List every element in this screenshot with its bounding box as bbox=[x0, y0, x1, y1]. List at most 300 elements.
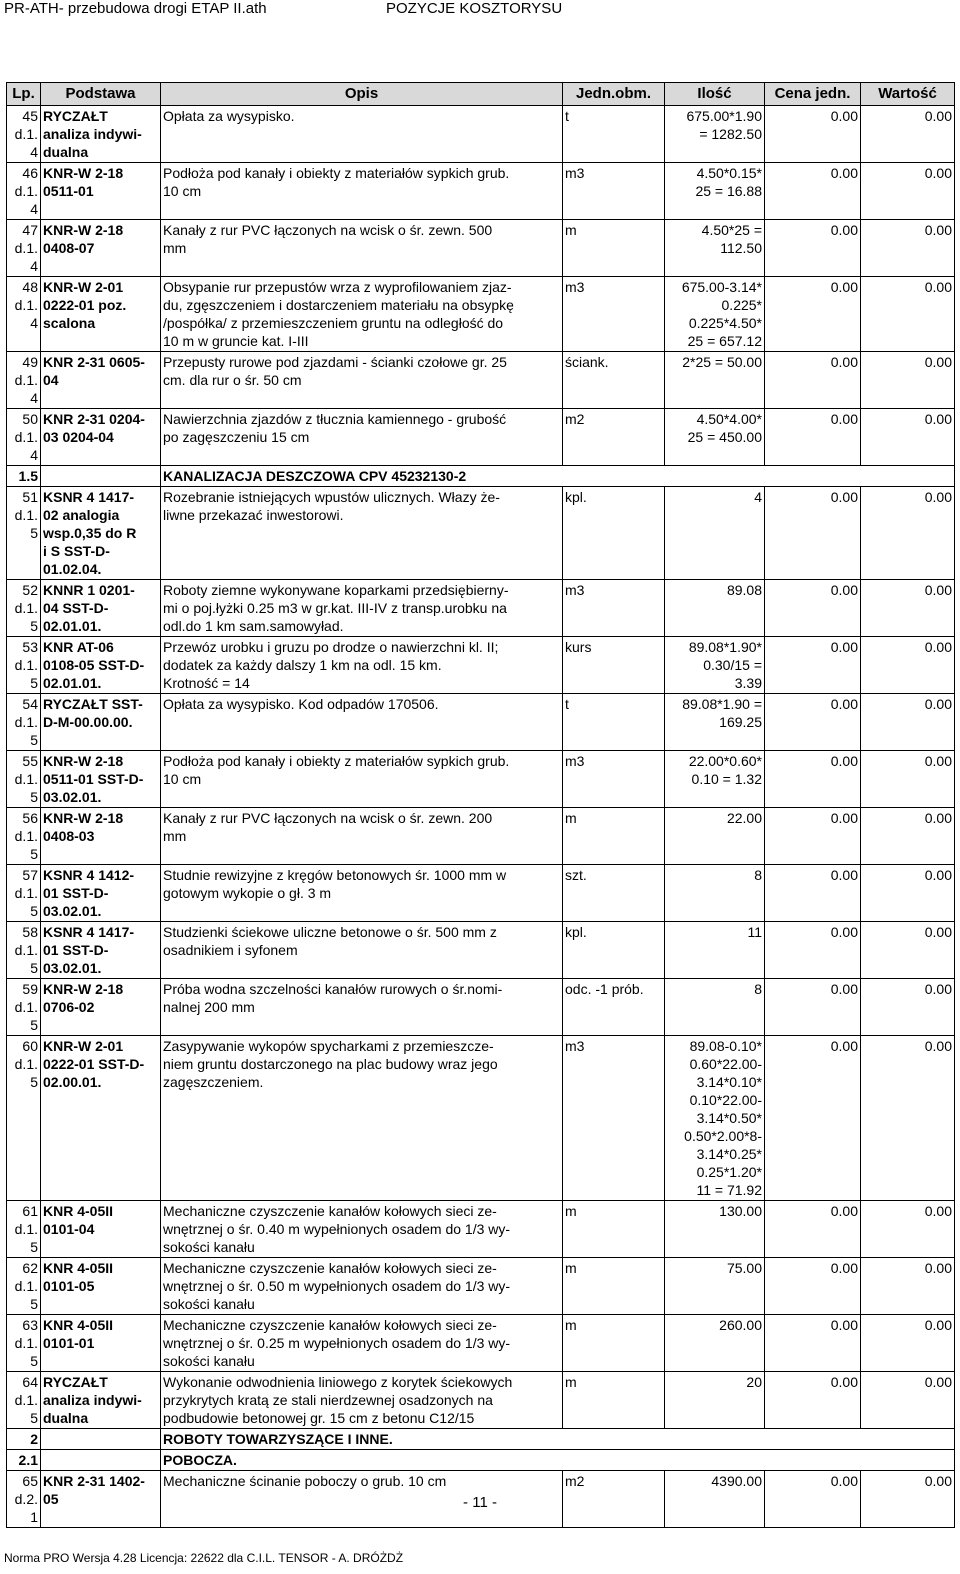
cell-jednostka: m bbox=[563, 1315, 665, 1372]
podstawa-line: dualna bbox=[43, 1410, 89, 1426]
ilosc-line: 4390.00 bbox=[711, 1473, 762, 1489]
cell-opis bbox=[161, 1201, 563, 1258]
podstawa-line: i S SST-D- bbox=[43, 543, 110, 559]
cell-podstawa bbox=[41, 163, 161, 220]
cell-podstawa bbox=[41, 277, 161, 352]
table-row bbox=[7, 1315, 955, 1372]
podstawa-line: KNR 2-31 0204- bbox=[43, 411, 145, 427]
cell-jednostka: kurs bbox=[563, 637, 665, 694]
podstawa-line: KNR-W 2-18 bbox=[43, 753, 124, 769]
podstawa-line: KNR 2-31 1402- bbox=[43, 1473, 145, 1489]
cell-cena: 0.00 bbox=[765, 352, 861, 409]
cell-podstawa bbox=[41, 352, 161, 409]
cell-podstawa bbox=[41, 1372, 161, 1429]
podstawa-line: 0222-01 poz. bbox=[43, 297, 127, 313]
section-row bbox=[7, 1450, 955, 1471]
ilosc-line: 11 bbox=[747, 924, 762, 940]
podstawa-line: RYCZAŁT SST- bbox=[43, 696, 143, 712]
opis-line: 10 cm bbox=[163, 183, 202, 199]
lp-line: 48 bbox=[22, 279, 38, 295]
cell-jednostka: m bbox=[563, 1258, 665, 1315]
podstawa-line: analiza indywi- bbox=[43, 126, 142, 142]
col-header-cena: Cena jedn. bbox=[765, 83, 861, 106]
cell-opis bbox=[161, 352, 563, 409]
lp-line: 62 bbox=[22, 1260, 38, 1276]
ilosc-line: 0.30/15 = bbox=[703, 657, 762, 673]
cell-ilosc bbox=[665, 1315, 765, 1372]
opis-line: sokości kanału bbox=[163, 1296, 255, 1312]
cell-wartosc: 0.00 bbox=[861, 751, 955, 808]
opis-line: po zagęszczeniu 15 cm bbox=[163, 429, 310, 445]
cell-opis bbox=[161, 865, 563, 922]
cell-jednostka: m bbox=[563, 1201, 665, 1258]
ilosc-line: 22.00*0.60* bbox=[688, 753, 762, 769]
ilosc-line: 169.25 bbox=[719, 714, 762, 730]
podstawa-line: 03.02.01. bbox=[43, 903, 102, 919]
cell-jednostka: ściank. bbox=[563, 352, 665, 409]
table-row bbox=[7, 487, 955, 580]
lp-line: 5 bbox=[30, 525, 38, 541]
table-row bbox=[7, 922, 955, 979]
cell-cena: 0.00 bbox=[765, 1036, 861, 1201]
opis-line: sokości kanału bbox=[163, 1239, 255, 1255]
lp-line: d.1. bbox=[14, 771, 38, 787]
podstawa-line: analiza indywi- bbox=[43, 1392, 142, 1408]
lp-line: 5 bbox=[30, 846, 38, 862]
lp-line: d.1. bbox=[14, 429, 38, 445]
page-header bbox=[0, 0, 960, 22]
cell-podstawa bbox=[41, 865, 161, 922]
cell-podstawa bbox=[41, 1429, 161, 1450]
cell-wartosc: 0.00 bbox=[861, 1258, 955, 1315]
opis-line: osadnikiem i syfonem bbox=[163, 942, 298, 958]
ilosc-line: 0.225*4.50* bbox=[688, 315, 762, 331]
opis-line: Obsypanie rur przepustów wrza z wyprofilowaniem zjaz- bbox=[163, 279, 512, 295]
cell-wartosc: 0.00 bbox=[861, 808, 955, 865]
ilosc-line: 25 = 657.12 bbox=[687, 333, 762, 349]
podstawa-line: KSNR 4 1417- bbox=[43, 489, 135, 505]
cell-lp bbox=[7, 637, 41, 694]
opis-line: Podłoża pod kanały i obiekty z materiałów sypkich grub. bbox=[163, 165, 510, 181]
podstawa-line: 0101-01 bbox=[43, 1335, 95, 1351]
lp-line: 50 bbox=[22, 411, 38, 427]
opis-line: mm bbox=[163, 828, 187, 844]
ilosc-line: 89.08 bbox=[726, 582, 762, 598]
ilosc-line: 0.10 = 1.32 bbox=[691, 771, 762, 787]
cell-opis bbox=[161, 409, 563, 466]
cell-opis bbox=[161, 1372, 563, 1429]
lp-line: 5 bbox=[30, 618, 38, 634]
cell-opis bbox=[161, 637, 563, 694]
lp-line: d.1. bbox=[14, 507, 38, 523]
opis-line: podbudowie betonowej gr. 15 cm z betonu C12/15 bbox=[163, 1410, 475, 1426]
cell-ilosc bbox=[665, 1258, 765, 1315]
col-header-ilosc: Ilość bbox=[665, 83, 765, 106]
podstawa-line: D-M-00.00.00. bbox=[43, 714, 133, 730]
podstawa-line: KNR-W 2-18 bbox=[43, 981, 124, 997]
podstawa-line: KNR 2-31 0605- bbox=[43, 354, 145, 370]
cell-opis bbox=[161, 1036, 563, 1201]
cell-podstawa bbox=[41, 1036, 161, 1201]
opis-line: /pospółka/ z przemieszczeniem gruntu na odległość do bbox=[163, 315, 504, 331]
cell-cena: 0.00 bbox=[765, 865, 861, 922]
cell-jednostka: m3 bbox=[563, 751, 665, 808]
cell-podstawa bbox=[41, 409, 161, 466]
opis-line: mm bbox=[163, 240, 187, 256]
ilosc-line: 89.08*1.90* bbox=[688, 639, 762, 655]
podstawa-line: KSNR 4 1417- bbox=[43, 924, 135, 940]
lp-line: d.1. bbox=[14, 1335, 38, 1351]
opis-line: niem gruntu dostarczonego na plac budowy wraz jego bbox=[163, 1056, 498, 1072]
cell-lp bbox=[7, 979, 41, 1036]
opis-line: cm. dla rur o śr. 50 cm bbox=[163, 372, 302, 388]
cell-cena: 0.00 bbox=[765, 808, 861, 865]
podstawa-line: 0101-05 bbox=[43, 1278, 95, 1294]
podstawa-line: 04 bbox=[43, 372, 59, 388]
podstawa-line: KNR 4-05II bbox=[43, 1260, 114, 1276]
cell-opis bbox=[161, 694, 563, 751]
cell-podstawa bbox=[41, 220, 161, 277]
ilosc-line: 675.00*1.90 bbox=[686, 108, 762, 124]
cell-ilosc bbox=[665, 637, 765, 694]
table-row bbox=[7, 1036, 955, 1201]
cell-cena: 0.00 bbox=[765, 979, 861, 1036]
lp-line: d.2. bbox=[14, 1491, 38, 1507]
section-title: KANALIZACJA DESZCZOWA CPV 45232130-2 bbox=[161, 466, 955, 487]
ilosc-line: 89.08-0.10* bbox=[689, 1038, 762, 1054]
lp-line: 5 bbox=[30, 789, 38, 805]
table-row bbox=[7, 352, 955, 409]
lp-line: 5 bbox=[30, 960, 38, 976]
col-header-lp: Lp. bbox=[7, 83, 41, 106]
lp-line: 5 bbox=[30, 903, 38, 919]
lp-line: 56 bbox=[22, 810, 38, 826]
lp-line: d.1. bbox=[14, 240, 38, 256]
podstawa-line: KNR-W 2-01 bbox=[43, 1038, 124, 1054]
lp-line: d.1. bbox=[14, 297, 38, 313]
lp-line: 4 bbox=[30, 258, 38, 274]
opis-line: Podłoża pod kanały i obiekty z materiałów sypkich grub. bbox=[163, 753, 510, 769]
opis-line: Mechaniczne czyszczenie kanałów kołowych sieci ze- bbox=[163, 1317, 497, 1333]
cell-opis bbox=[161, 808, 563, 865]
table-row bbox=[7, 865, 955, 922]
cell-ilosc bbox=[665, 1201, 765, 1258]
ilosc-line: 2*25 = 50.00 bbox=[682, 354, 762, 370]
opis-line: nalnej 200 mm bbox=[163, 999, 255, 1015]
cell-podstawa bbox=[41, 1450, 161, 1471]
podstawa-line: RYCZAŁT bbox=[43, 1374, 108, 1390]
lp-line: 51 bbox=[22, 489, 38, 505]
opis-line: Opłata za wysypisko. Kod odpadów 170506. bbox=[163, 696, 439, 712]
podstawa-line: 0222-01 SST-D- bbox=[43, 1056, 145, 1072]
cell-podstawa bbox=[41, 106, 161, 163]
ilosc-line: 3.14*0.10* bbox=[696, 1074, 762, 1090]
podstawa-line: KNR 4-05II bbox=[43, 1203, 114, 1219]
cell-opis bbox=[161, 1315, 563, 1372]
podstawa-line: 0511-01 bbox=[43, 183, 94, 199]
section-number: 2 bbox=[7, 1429, 41, 1450]
cell-wartosc: 0.00 bbox=[861, 163, 955, 220]
cell-jednostka: m3 bbox=[563, 163, 665, 220]
cell-podstawa bbox=[41, 487, 161, 580]
cell-wartosc: 0.00 bbox=[861, 694, 955, 751]
opis-line: sokości kanału bbox=[163, 1353, 255, 1369]
lp-line: 46 bbox=[22, 165, 38, 181]
lp-line: 53 bbox=[22, 639, 38, 655]
cell-ilosc bbox=[665, 409, 765, 466]
cell-cena: 0.00 bbox=[765, 163, 861, 220]
cell-opis bbox=[161, 163, 563, 220]
lp-line: d.1. bbox=[14, 600, 38, 616]
cell-wartosc: 0.00 bbox=[861, 409, 955, 466]
podstawa-line: KNR-W 2-01 bbox=[43, 279, 124, 295]
table-row bbox=[7, 1201, 955, 1258]
cell-wartosc: 0.00 bbox=[861, 1315, 955, 1372]
ilosc-line: 75.00 bbox=[726, 1260, 762, 1276]
ilosc-line: 0.50*2.00*8- bbox=[684, 1128, 762, 1144]
lp-line: d.1. bbox=[14, 942, 38, 958]
podstawa-line: KNR 4-05II bbox=[43, 1317, 114, 1333]
cell-cena: 0.00 bbox=[765, 106, 861, 163]
ilosc-line: 11 = 71.92 bbox=[696, 1182, 762, 1198]
cell-wartosc: 0.00 bbox=[861, 1372, 955, 1429]
lp-line: 65 bbox=[22, 1473, 38, 1489]
lp-line: 57 bbox=[22, 867, 38, 883]
cell-lp bbox=[7, 808, 41, 865]
cell-lp bbox=[7, 1258, 41, 1315]
lp-line: d.1. bbox=[14, 1392, 38, 1408]
lp-line: d.1. bbox=[14, 126, 38, 142]
col-header-jedn: Jedn.obm. bbox=[563, 83, 665, 106]
cell-jednostka: m3 bbox=[563, 1036, 665, 1201]
cell-podstawa bbox=[41, 637, 161, 694]
lp-line: 60 bbox=[22, 1038, 38, 1054]
table-row bbox=[7, 580, 955, 637]
podstawa-line: 04 SST-D- bbox=[43, 600, 109, 616]
table-row bbox=[7, 979, 955, 1036]
podstawa-line: 02 analogia bbox=[43, 507, 120, 523]
cell-opis bbox=[161, 751, 563, 808]
lp-line: 61 bbox=[22, 1203, 38, 1219]
cell-ilosc bbox=[665, 751, 765, 808]
podstawa-line: 0101-04 bbox=[43, 1221, 95, 1237]
opis-line: Studnie rewizyjne z kręgów betonowych śr. 1000 mm w bbox=[163, 867, 507, 883]
cell-jednostka: m3 bbox=[563, 580, 665, 637]
col-header-opis: Opis bbox=[161, 83, 563, 106]
podstawa-line: 0511-01 SST-D- bbox=[43, 771, 144, 787]
cell-cena: 0.00 bbox=[765, 220, 861, 277]
section-title: POBOCZA. bbox=[161, 1450, 955, 1471]
lp-line: 4 bbox=[30, 390, 38, 406]
opis-line: liwne przekazać inwestorowi. bbox=[163, 507, 344, 523]
cell-wartosc: 0.00 bbox=[861, 922, 955, 979]
cell-lp bbox=[7, 1036, 41, 1201]
cell-ilosc bbox=[665, 694, 765, 751]
cell-lp bbox=[7, 277, 41, 352]
cell-lp bbox=[7, 163, 41, 220]
cell-wartosc: 0.00 bbox=[861, 1471, 955, 1528]
cell-lp bbox=[7, 487, 41, 580]
cell-lp bbox=[7, 751, 41, 808]
cell-opis bbox=[161, 1258, 563, 1315]
podstawa-line: 01.02.04. bbox=[43, 561, 102, 577]
cell-wartosc: 0.00 bbox=[861, 1036, 955, 1201]
cell-jednostka: m bbox=[563, 808, 665, 865]
podstawa-line: 01 SST-D- bbox=[43, 885, 109, 901]
opis-line: Kanały z rur PVC łączonych na wcisk o śr. zewn. 200 bbox=[163, 810, 493, 826]
page-number: - 11 - bbox=[463, 1494, 497, 1511]
col-header-wartosc: Wartość bbox=[861, 83, 955, 106]
cell-lp bbox=[7, 694, 41, 751]
cell-ilosc bbox=[665, 277, 765, 352]
lp-line: d.1. bbox=[14, 828, 38, 844]
cell-jednostka: m3 bbox=[563, 277, 665, 352]
lp-line: 59 bbox=[22, 981, 38, 997]
podstawa-line: 03.02.01. bbox=[43, 960, 102, 976]
podstawa-line: 0108-05 SST-D- bbox=[43, 657, 145, 673]
opis-line: Nawierzchnia zjazdów z tłucznia kamiennego - grubość bbox=[163, 411, 507, 427]
cell-ilosc bbox=[665, 106, 765, 163]
cell-ilosc bbox=[665, 922, 765, 979]
table-row bbox=[7, 106, 955, 163]
cell-jednostka: szt. bbox=[563, 865, 665, 922]
podstawa-line: 01 SST-D- bbox=[43, 942, 109, 958]
cell-lp bbox=[7, 1201, 41, 1258]
cell-ilosc bbox=[665, 487, 765, 580]
cell-podstawa bbox=[41, 1315, 161, 1372]
cell-wartosc: 0.00 bbox=[861, 220, 955, 277]
lp-line: 5 bbox=[30, 1296, 38, 1312]
opis-line: przykrytych kratą ze stali nierdzewnej osadzonych na bbox=[163, 1392, 493, 1408]
lp-line: d.1. bbox=[14, 999, 38, 1015]
lp-line: 4 bbox=[30, 315, 38, 331]
ilosc-line: 0.60*22.00- bbox=[689, 1056, 762, 1072]
table-row bbox=[7, 751, 955, 808]
cell-cena: 0.00 bbox=[765, 487, 861, 580]
podstawa-line: 0408-07 bbox=[43, 240, 95, 256]
podstawa-line: KNNR 1 0201- bbox=[43, 582, 135, 598]
cell-wartosc: 0.00 bbox=[861, 106, 955, 163]
lp-line: d.1. bbox=[14, 1221, 38, 1237]
ilosc-line: = 1282.50 bbox=[699, 126, 762, 142]
lp-line: 45 bbox=[22, 108, 38, 124]
opis-line: Studzienki ściekowe uliczne betonowe o śr. 500 mm z bbox=[163, 924, 497, 940]
cell-wartosc: 0.00 bbox=[861, 865, 955, 922]
lp-line: 5 bbox=[30, 1353, 38, 1369]
podstawa-line: 02.00.01. bbox=[43, 1074, 102, 1090]
cell-cena: 0.00 bbox=[765, 580, 861, 637]
ilosc-line: 0.25*1.20* bbox=[696, 1164, 762, 1180]
cell-ilosc bbox=[665, 1372, 765, 1429]
lp-line: 64 bbox=[22, 1374, 38, 1390]
cell-ilosc bbox=[665, 220, 765, 277]
cell-opis bbox=[161, 106, 563, 163]
lp-line: 58 bbox=[22, 924, 38, 940]
cell-jednostka: m bbox=[563, 220, 665, 277]
table-row bbox=[7, 637, 955, 694]
cell-ilosc bbox=[665, 352, 765, 409]
lp-line: d.1. bbox=[14, 885, 38, 901]
cell-ilosc bbox=[665, 163, 765, 220]
opis-line: Przepusty rurowe pod zjazdami - ścianki czołowe gr. 25 bbox=[163, 354, 507, 370]
file-name: PR-ATH- przebudowa drogi ETAP II.ath bbox=[4, 0, 267, 17]
cell-podstawa bbox=[41, 979, 161, 1036]
opis-line: Próba wodna szczelności kanałów rurowych o śr.nomi- bbox=[163, 981, 503, 997]
podstawa-line: 05 bbox=[43, 1491, 59, 1507]
lp-line: d.1. bbox=[14, 714, 38, 730]
cell-lp bbox=[7, 865, 41, 922]
cell-podstawa bbox=[41, 922, 161, 979]
document-title: POZYCJE KOSZTORYSU bbox=[386, 0, 563, 17]
table-row bbox=[7, 277, 955, 352]
podstawa-line: dualna bbox=[43, 144, 89, 160]
opis-line: wnętrznej o śr. 0.50 m wypełnionych osadem do 1/3 wy- bbox=[163, 1278, 511, 1294]
cell-opis bbox=[161, 979, 563, 1036]
cell-opis bbox=[161, 277, 563, 352]
cell-jednostka: kpl. bbox=[563, 922, 665, 979]
lp-line: 54 bbox=[22, 696, 38, 712]
cell-ilosc bbox=[665, 1036, 765, 1201]
opis-line: Roboty ziemne wykonywane koparkami przedsiębierny- bbox=[163, 582, 509, 598]
table-row bbox=[7, 694, 955, 751]
cell-ilosc bbox=[665, 580, 765, 637]
opis-line: wnętrznej o śr. 0.25 m wypełnionych osadem do 1/3 wy- bbox=[163, 1335, 511, 1351]
opis-line: Przewóz urobku i gruzu po drodze o nawierzchni kl. II; bbox=[163, 639, 499, 655]
opis-line: wnętrznej o śr. 0.40 m wypełnionych osadem do 1/3 wy- bbox=[163, 1221, 511, 1237]
ilosc-line: 20 bbox=[746, 1374, 762, 1390]
ilosc-line: 25 = 450.00 bbox=[687, 429, 762, 445]
opis-line: Zasypywanie wykopów spycharkami z przemieszcze- bbox=[163, 1038, 494, 1054]
opis-line: Mechaniczne ścinanie poboczy o grub. 10 cm bbox=[163, 1473, 447, 1489]
podstawa-line: KNR-W 2-18 bbox=[43, 165, 124, 181]
section-row bbox=[7, 466, 955, 487]
podstawa-line: KNR-W 2-18 bbox=[43, 222, 124, 238]
opis-line: 10 cm bbox=[163, 771, 202, 787]
lp-line: 63 bbox=[22, 1317, 38, 1333]
ilosc-line: 260.00 bbox=[719, 1317, 762, 1333]
ilosc-line: 22.00 bbox=[726, 810, 762, 826]
cell-podstawa bbox=[41, 808, 161, 865]
cell-ilosc bbox=[665, 808, 765, 865]
lp-line: d.1. bbox=[14, 372, 38, 388]
opis-line: Mechaniczne czyszczenie kanałów kołowych sieci ze- bbox=[163, 1260, 497, 1276]
cell-wartosc: 0.00 bbox=[861, 352, 955, 409]
lp-line: 5 bbox=[30, 675, 38, 691]
lp-line: d.1. bbox=[14, 657, 38, 673]
podstawa-line: RYCZAŁT bbox=[43, 108, 108, 124]
col-header-podstawa: Podstawa bbox=[41, 83, 161, 106]
section-row bbox=[7, 1429, 955, 1450]
cell-podstawa bbox=[41, 751, 161, 808]
table-row bbox=[7, 409, 955, 466]
cell-cena: 0.00 bbox=[765, 751, 861, 808]
podstawa-line: 02.01.01. bbox=[43, 618, 102, 634]
lp-line: 47 bbox=[22, 222, 38, 238]
ilosc-line: 89.08*1.90 = bbox=[682, 696, 762, 712]
ilosc-line: 4.50*4.00* bbox=[696, 411, 762, 427]
opis-line: Wykonanie odwodnienia liniowego z korytek ściekowych bbox=[163, 1374, 513, 1390]
ilosc-line: 0.225* bbox=[721, 297, 762, 313]
table-body bbox=[7, 106, 955, 1528]
cell-cena: 0.00 bbox=[765, 637, 861, 694]
podstawa-line: wsp.0,35 do R bbox=[43, 525, 137, 541]
podstawa-line: 0706-02 bbox=[43, 999, 95, 1015]
cell-lp bbox=[7, 409, 41, 466]
table-row bbox=[7, 163, 955, 220]
cell-ilosc bbox=[665, 979, 765, 1036]
cell-cena: 0.00 bbox=[765, 1258, 861, 1315]
cell-lp bbox=[7, 580, 41, 637]
